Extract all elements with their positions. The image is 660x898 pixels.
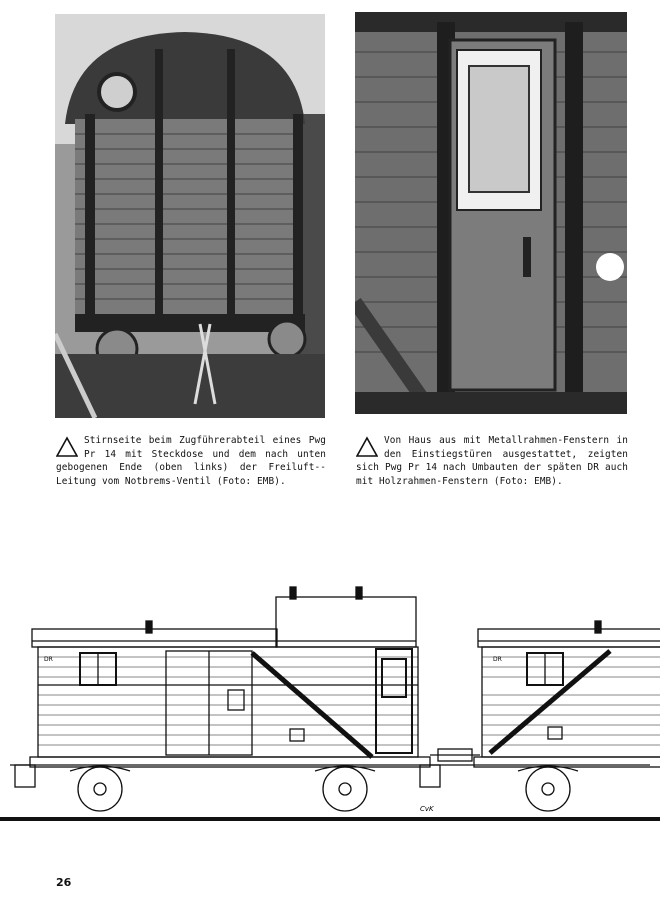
photo-car-end: [55, 14, 325, 418]
triangle-up-icon: [356, 436, 378, 458]
caption-right: [356, 434, 628, 488]
caption-left: [56, 434, 326, 488]
car-mark-left: DR: [44, 656, 53, 663]
page-rule: [0, 817, 660, 821]
photo-car-door: [355, 12, 627, 414]
caption-left-text: Stirnseite beim Zugführerabteil eines Pwg Pr 14 mit Steckdose und dem nach unten gebogenen Ende (oben links) der Freiluft--Leitung vom Notbrems-Ventil (Foto: EMB).: [56, 435, 326, 487]
car-mark-right: DR: [493, 656, 502, 663]
page-number: 26: [56, 876, 72, 889]
caption-right-text: Von Haus aus mit Metallrahmen-Fenstern in den Einstiegstüren ausgestattet, zeigten sich Pwg Pr 14 nach Umbauten der späten DR auch mit Holzrahmen-Fenstern (Foto: EMB).: [356, 435, 628, 487]
drawing-signature: CvK: [420, 805, 434, 813]
triangle-up-icon: [56, 436, 78, 458]
technical-drawing: [0, 585, 660, 820]
